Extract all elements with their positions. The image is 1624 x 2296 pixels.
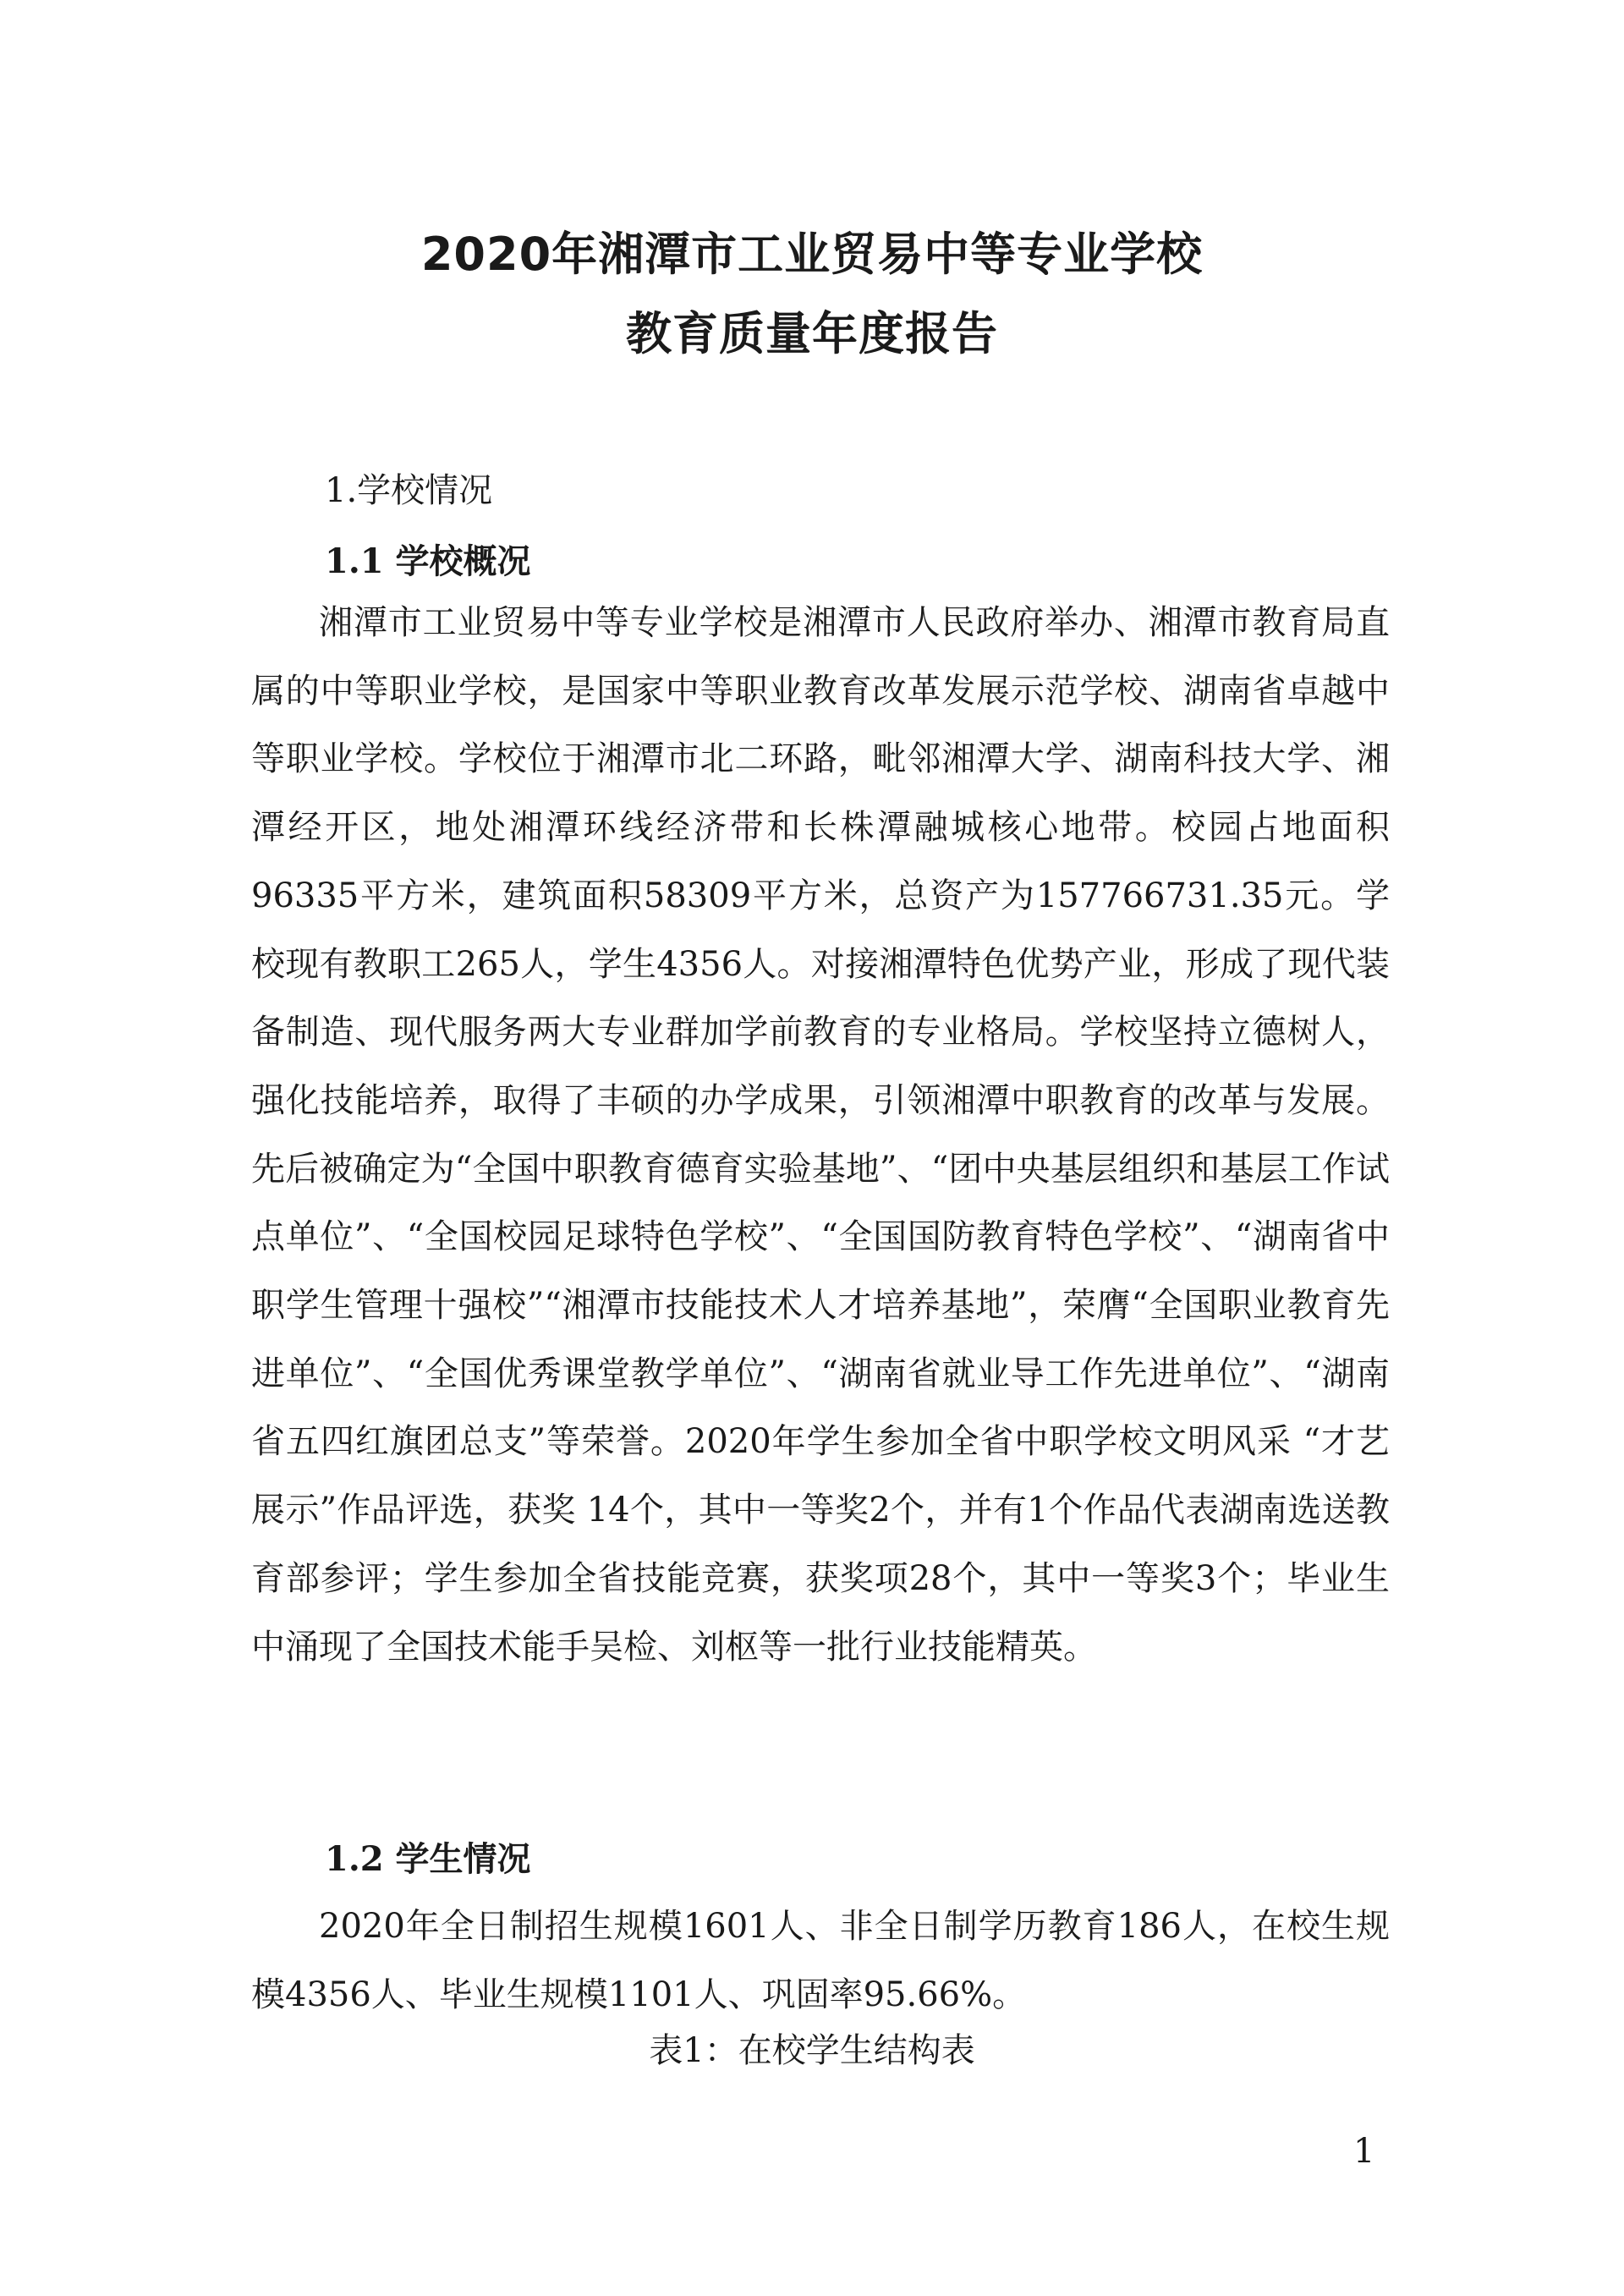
table-caption: 表1：在校学生结构表 — [649, 2031, 975, 2070]
section-1-1-heading: 1.1 学校概况 — [325, 541, 531, 581]
student-status-paragraph: 2020年全日制招生规模1601人、非全日制学历教育186人，在校生规模4356人、毕业生规模1101人、巩固率95.66%。 — [251, 1907, 1390, 2014]
page-number: 1 — [1353, 2132, 1375, 2171]
section-1-2-heading: 1.2 学生情况 — [325, 1839, 531, 1879]
report-title-line-2: 教育质量年度报告 — [626, 307, 998, 360]
school-overview-paragraph: 湘潭市工业贸易中等专业学校是湘潭市人民政府举办、湘潭市教育局直属的中等职业学校，是国家中等职业教育改革发展示范学校、湖南省卓越中等职业学校。学校位于湘潭市北二环路，毗邻湘潭大学、湖南科技大学、湘潭经开区，地处湘潭环线经济带和长株潭融城核心地带。校园占地面积96335平方米，建筑面积58309平方米，总资产为157766731.35元。学校现有教职工265人，学生4356人。对接湘潭特色优势产业，形成了现代装备制造、现代服务两大专业群加学前教育的专业格局。学校坚持立德树人，强化技能培养，取得了丰硕的办学成果，引领湘潭中职教育的改革与发展。先后被确定为“全国中职教育德育实验基地”、“团中央基层组织和基层工作试点单位”、“全国校园足球特色学校”、“全国国防教育特色学校”、“湖南省中职学生管理十强校”“湘潭市技能技术人才培养基地”，荣膺“全国职业教育先进单位”、“全国优秀课堂教学单位”、“湖南省就业导工作先进单位”、“湖南省五四红旗团总支”等荣誉。2020年学生参加全省中职学校文明风采 “才艺展示”作品评选，获奖 14个，其中一等奖2个，并有1个作品代表湖南选送教育部参评；学生参加全省技能竞赛，获奖项28个，其中一等奖3个；毕业生中涌现了全国技术能手吴检、刘枢等一批行业技能精英。 — [251, 603, 1390, 1667]
report-title-line-1: 2020年湘潭市工业贸易中等专业学校 — [420, 228, 1204, 281]
section-1-heading: 1.学校情况 — [325, 471, 493, 510]
